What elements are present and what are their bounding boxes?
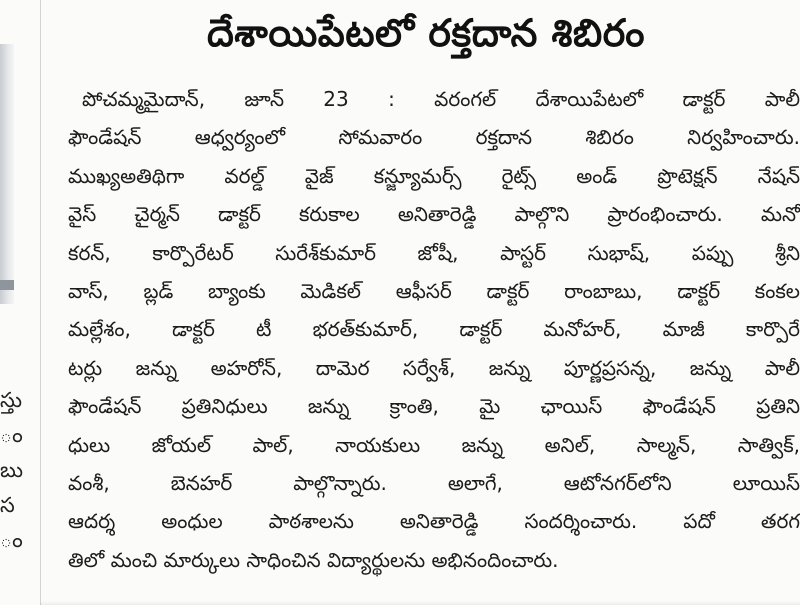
article-headline: దేశాయిపేటలో రక్తదాన శిబిరం: [206, 11, 645, 55]
body-line: టర్లు జన్ను అహరోన్, దామెర సర్వేశ్, జన్ను పూర్ణప్రసన్న, జన్ను పాలీ: [68, 355, 800, 380]
fragment-line: స: [0, 493, 15, 517]
body-line: తిలో మంచి మార్కులు సాధించిన విద్యార్థులను అభినందించారు.: [68, 547, 559, 572]
column-divider: [40, 0, 41, 605]
fragment-line: ం: [0, 528, 23, 552]
body-line: కరన్, కార్పొరేటర్ సురేశ్‌కుమార్ జోషీ, పాస్టర్ సుభాష్, పప్పు శ్రీని: [68, 240, 800, 265]
body-line: వంశీ, బెనహర్ పాల్గొన్నారు. అలాగే, ఆటోనగర్‌లోని లూయిస్: [68, 470, 800, 495]
adjacent-text-fragment: [0, 383, 30, 558]
adjacent-photo-edge: [0, 44, 14, 304]
fragment-line: బు: [0, 458, 24, 482]
body-line: మల్లేశం, డాక్టర్ టీ భరత్‌కుమార్, డాక్టర్ మనోహర్, మాజీ కార్పొరే: [68, 317, 800, 342]
body-line: ఆదర్శ అంధుల పాఠశాలను అనితారెడ్డి సందర్శించారు. పదో తరగ: [68, 509, 800, 534]
body-line: ముఖ్యఅతిథిగా వరల్డ్ వైజ్ కన్జ్యూమర్స్ రైట్స్ అండ్ ప్రొటెక్షన్ నేషన్: [68, 163, 800, 188]
clipping-bottom-edge: [40, 601, 800, 605]
body-line: పోచమ్మమైదాన్, జూన్ 23 : వరంగల్ దేశాయిపేటలో డాక్టర్ పాలీ: [82, 87, 800, 111]
article: [52, 0, 800, 605]
article-body: [68, 80, 800, 579]
body-line: ఫౌండేషన్ ఆధ్వర్యంలో సోమవారం రక్తదాన శిబిరం నిర్వహించారు.: [68, 125, 800, 150]
body-line: ఫౌండేషన్ ప్రతినిధులు జన్ను క్రాంతి, మై ఛాయిస్ ఫౌండేషన్ ప్రతిని: [68, 394, 800, 419]
fragment-line: స్తు: [0, 388, 23, 412]
body-line: ధులు జోయల్ పాల్, నాయకులు జన్ను అనిల్, సాల్మన్, సాత్విక్,: [68, 432, 800, 457]
body-line: వైస్ చైర్మన్ డాక్టర్ కరుకాల అనితారెడ్డి పాల్గొని ప్రారంభించారు. మనో: [68, 202, 800, 227]
fragment-line: ం: [0, 423, 23, 447]
body-line: వాస్, బ్లడ్ బ్యాంకు మెడికల్ ఆఫీసర్ డాక్టర్ రాంబాబు, డాక్టర్ కంకల: [68, 278, 800, 303]
